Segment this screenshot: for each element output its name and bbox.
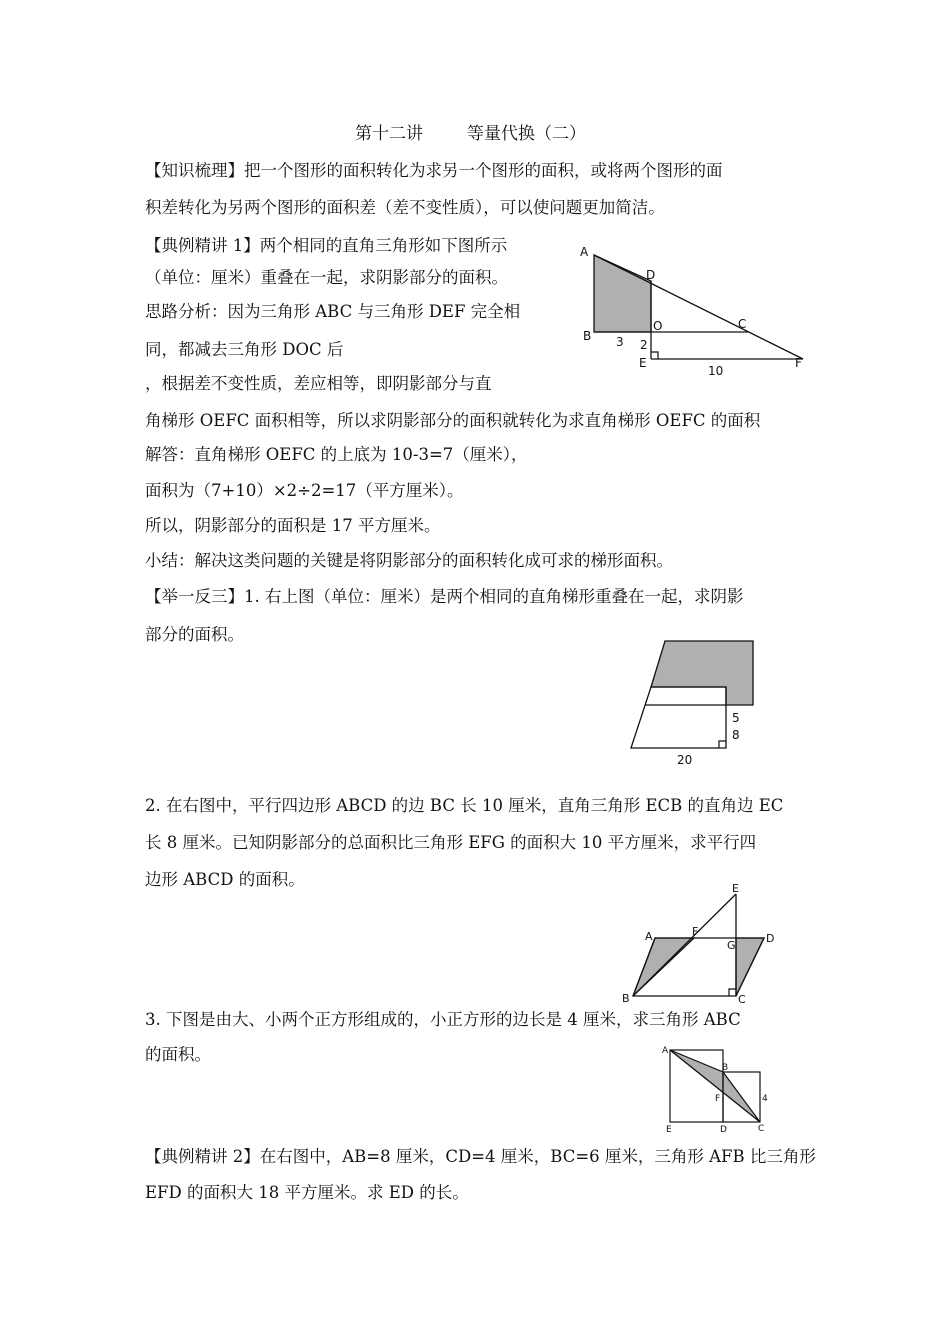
right-angle-mark [651,352,658,359]
example1-analysis-1: 思路分析：因为三角形 ABC 与三角形 DEF 完全相 [145,302,521,321]
label-O: O [653,319,663,333]
label-A: A [645,930,653,943]
practice2-line-3: 边形 ABCD 的面积。 [145,870,305,889]
label-C: C [738,993,746,1006]
label-C: C [738,317,747,331]
practice1-line-1: 【举一反三】1. 右上图（单位：厘米）是两个相同的直角梯形重叠在一起，求阴影 [145,587,744,606]
practice3-line-2: 的面积。 [145,1045,211,1064]
label-B: B [622,992,630,1005]
lecture-topic: 等量代换（二） [467,124,586,144]
label-F: F [715,1094,721,1104]
example1-solution-2: 面积为（7+10）×2÷2=17（平方厘米）。 [145,481,464,500]
example1-line-2: （单位：厘米）重叠在一起，求阴影部分的面积。 [145,268,508,287]
label-G: G [727,939,736,952]
page-title [355,124,586,144]
label-10: 10 [708,364,724,378]
segment-AC [670,1050,760,1122]
label-D: D [766,932,775,945]
label-5: 5 [732,711,740,725]
label-E: E [732,882,739,895]
example1-analysis-3: ，根据差不变性质，差应相等，即阴影部分与直 [145,374,492,393]
label-8: 8 [732,728,740,742]
label-B: B [583,329,592,343]
right-angle-mark [719,741,726,748]
label-D: D [646,268,656,282]
figure-two-squares [660,1042,775,1135]
label-C: C [758,1124,765,1134]
lecture-number: 第十二讲 [355,124,423,144]
knowledge-line-1: 【知识梳理】把一个图形的面积转化为求另一个图形的面积，或将两个图形的面 [145,161,723,180]
example1-analysis-2: 同，都减去三角形 DOC 后 [145,340,344,359]
shaded-region [651,641,753,705]
figure-overlapping-triangles [578,240,818,380]
practice2-line-2: 长 8 厘米。已知阴影部分的总面积比三角形 EFG 的面积大 10 平方厘米，求平行四 [145,833,757,852]
label-20: 20 [677,753,693,767]
right-angle-mark [729,989,736,996]
lower-trapezoid [631,687,726,748]
label-E: E [639,356,647,370]
knowledge-line-2: 积差转化为另两个图形的面积差（差不变性质），可以使问题更加简洁。 [145,198,665,217]
label-A: A [662,1046,669,1056]
practice2-line-1: 2. 在右图中，平行四边形 ABCD 的边 BC 长 10 厘米，直角三角形 ECB 的直角边 EC [145,796,784,815]
example1-analysis-4: 角梯形 OEFC 面积相等，所以求阴影部分的面积就转化为求直角梯形 OEFC 的面积 [145,411,761,430]
example1-conclusion: 所以，阴影部分的面积是 17 平方厘米。 [145,516,441,535]
example1-solution-1: 解答：直角梯形 OEFC 的上底为 10-3=7（厘米）， [145,445,528,464]
label-4: 4 [762,1094,768,1104]
label-F: F [795,356,802,370]
practice1-line-2: 部分的面积。 [145,625,244,644]
label-D: D [720,1125,727,1135]
label-E: E [666,1125,672,1135]
label-F: F [692,925,699,938]
figure-parallelogram [620,882,785,1006]
segment-BE [633,894,736,996]
label-2: 2 [640,338,648,352]
label-3: 3 [616,335,624,349]
example1-line-1: 【典例精讲 1】两个相同的直角三角形如下图所示 [145,236,508,255]
practice3-line-1: 3. 下图是由大、小两个正方形组成的，小正方形的边长是 4 厘米，求三角形 ABC [145,1010,741,1029]
example1-summary: 小结：解决这类问题的关键是将阴影部分的面积转化成可求的梯形面积。 [145,551,673,570]
shaded-region [594,255,651,332]
example2-line-2: EFD 的面积大 18 平方厘米。求 ED 的长。 [145,1183,469,1202]
label-B: B [722,1063,729,1073]
figure-overlapping-trapezoids [628,638,758,770]
label-A: A [580,245,589,259]
example2-line-1: 【典例精讲 2】在右图中，AB=8 厘米，CD=4 厘米，BC=6 厘米，三角形 AFB 比三角形 [145,1147,816,1166]
